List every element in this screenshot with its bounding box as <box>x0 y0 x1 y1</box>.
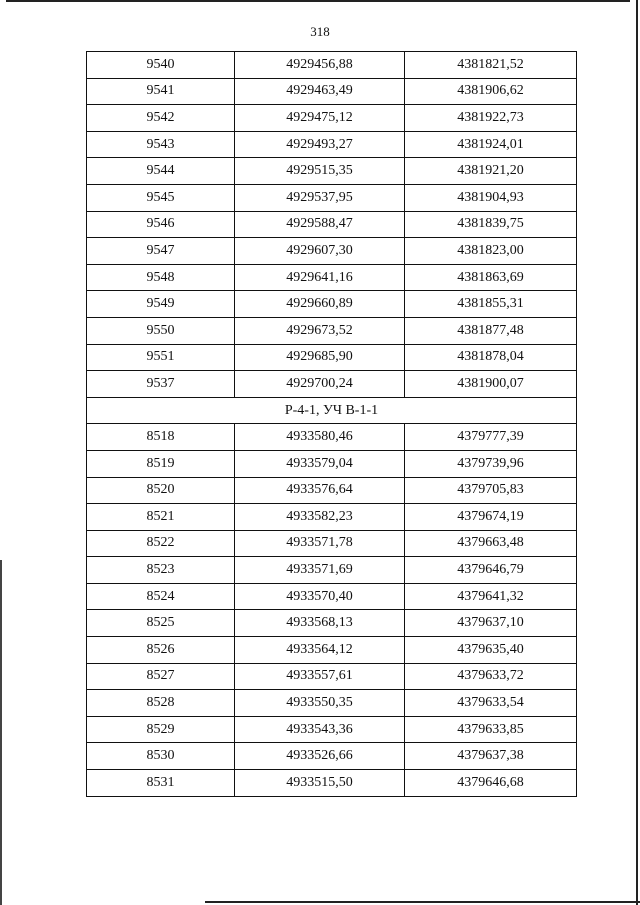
x-coordinate-cell: 4933515,50 <box>235 770 405 797</box>
y-coordinate-cell: 4381906,62 <box>405 78 577 105</box>
table-row <box>87 264 577 291</box>
scan-border-bottom <box>205 901 640 903</box>
point-number-cell: 9549 <box>87 291 235 318</box>
table-row <box>87 291 577 318</box>
point-number-cell: 8520 <box>87 477 235 504</box>
table-row <box>87 663 577 690</box>
y-coordinate-cell: 4379663,48 <box>405 530 577 557</box>
x-coordinate-cell: 4929685,90 <box>235 344 405 371</box>
coordinates-table <box>86 51 577 797</box>
x-coordinate-cell: 4933576,64 <box>235 477 405 504</box>
y-coordinate-cell: 4381839,75 <box>405 211 577 238</box>
y-coordinate-cell: 4379633,85 <box>405 716 577 743</box>
x-coordinate-cell: 4929515,35 <box>235 158 405 185</box>
point-number-cell: 9546 <box>87 211 235 238</box>
point-number-cell: 8526 <box>87 637 235 664</box>
point-number-cell: 9547 <box>87 238 235 265</box>
x-coordinate-cell: 4933579,04 <box>235 450 405 477</box>
point-number-cell: 9551 <box>87 344 235 371</box>
x-coordinate-cell: 4933571,69 <box>235 557 405 584</box>
point-number-cell: 9544 <box>87 158 235 185</box>
table-row <box>87 158 577 185</box>
x-coordinate-cell: 4929641,16 <box>235 264 405 291</box>
point-number-cell: 8525 <box>87 610 235 637</box>
table-row <box>87 424 577 451</box>
point-number-cell: 8524 <box>87 583 235 610</box>
point-number-cell: 9540 <box>87 52 235 79</box>
y-coordinate-cell: 4381821,52 <box>405 52 577 79</box>
point-number-cell: 9542 <box>87 105 235 132</box>
y-coordinate-cell: 4381921,20 <box>405 158 577 185</box>
x-coordinate-cell: 4933543,36 <box>235 716 405 743</box>
point-number-cell: 8529 <box>87 716 235 743</box>
x-coordinate-cell: 4929660,89 <box>235 291 405 318</box>
page-number: 318 <box>310 24 330 39</box>
y-coordinate-cell: 4381900,07 <box>405 371 577 398</box>
x-coordinate-cell: 4933526,66 <box>235 743 405 770</box>
point-number-cell: 9545 <box>87 184 235 211</box>
y-coordinate-cell: 4381863,69 <box>405 264 577 291</box>
y-coordinate-cell: 4381878,04 <box>405 344 577 371</box>
x-coordinate-cell: 4929673,52 <box>235 317 405 344</box>
point-number-cell: 8530 <box>87 743 235 770</box>
table-row <box>87 371 577 398</box>
x-coordinate-cell: 4933582,23 <box>235 504 405 531</box>
point-number-cell: 8531 <box>87 770 235 797</box>
y-coordinate-cell: 4379633,54 <box>405 690 577 717</box>
table-row <box>87 317 577 344</box>
x-coordinate-cell: 4933570,40 <box>235 583 405 610</box>
point-number-cell: 9541 <box>87 78 235 105</box>
point-number-cell: 8518 <box>87 424 235 451</box>
y-coordinate-cell: 4381922,73 <box>405 105 577 132</box>
x-coordinate-cell: 4933564,12 <box>235 637 405 664</box>
table-row <box>87 530 577 557</box>
table-row <box>87 450 577 477</box>
coordinates-table-body <box>87 52 577 797</box>
y-coordinate-cell: 4381823,00 <box>405 238 577 265</box>
table-row <box>87 716 577 743</box>
point-number-cell: 9537 <box>87 371 235 398</box>
y-coordinate-cell: 4379646,79 <box>405 557 577 584</box>
y-coordinate-cell: 4379637,10 <box>405 610 577 637</box>
table-row <box>87 78 577 105</box>
table-row <box>87 344 577 371</box>
x-coordinate-cell: 4933550,35 <box>235 690 405 717</box>
x-coordinate-cell: 4933571,78 <box>235 530 405 557</box>
y-coordinate-cell: 4379641,32 <box>405 583 577 610</box>
x-coordinate-cell: 4929475,12 <box>235 105 405 132</box>
table-row <box>87 131 577 158</box>
table-row <box>87 477 577 504</box>
x-coordinate-cell: 4933568,13 <box>235 610 405 637</box>
table-row <box>87 211 577 238</box>
point-number-cell: 8523 <box>87 557 235 584</box>
point-number-cell: 8519 <box>87 450 235 477</box>
y-coordinate-cell: 4381855,31 <box>405 291 577 318</box>
x-coordinate-cell: 4933580,46 <box>235 424 405 451</box>
section-label: Р-4-1, УЧ В-1-1 <box>87 397 577 424</box>
x-coordinate-cell: 4929463,49 <box>235 78 405 105</box>
x-coordinate-cell: 4929607,30 <box>235 238 405 265</box>
table-row <box>87 583 577 610</box>
x-coordinate-cell: 4929700,24 <box>235 371 405 398</box>
table-row <box>87 52 577 79</box>
table-row <box>87 504 577 531</box>
x-coordinate-cell: 4929493,27 <box>235 131 405 158</box>
y-coordinate-cell: 4379635,40 <box>405 637 577 664</box>
y-coordinate-cell: 4379646,68 <box>405 770 577 797</box>
y-coordinate-cell: 4379633,72 <box>405 663 577 690</box>
point-number-cell: 9548 <box>87 264 235 291</box>
x-coordinate-cell: 4929537,95 <box>235 184 405 211</box>
table-row <box>87 105 577 132</box>
point-number-cell: 8527 <box>87 663 235 690</box>
table-row <box>87 770 577 797</box>
y-coordinate-cell: 4381904,93 <box>405 184 577 211</box>
table-row <box>87 184 577 211</box>
y-coordinate-cell: 4379674,19 <box>405 504 577 531</box>
point-number-cell: 9543 <box>87 131 235 158</box>
point-number-cell: 9550 <box>87 317 235 344</box>
table-row <box>87 690 577 717</box>
x-coordinate-cell: 4929456,88 <box>235 52 405 79</box>
x-coordinate-cell: 4929588,47 <box>235 211 405 238</box>
table-row <box>87 743 577 770</box>
y-coordinate-cell: 4379777,39 <box>405 424 577 451</box>
scan-border-left <box>0 560 2 905</box>
table-row <box>87 637 577 664</box>
y-coordinate-cell: 4381924,01 <box>405 131 577 158</box>
point-number-cell: 8521 <box>87 504 235 531</box>
section-row <box>87 397 577 424</box>
y-coordinate-cell: 4381877,48 <box>405 317 577 344</box>
x-coordinate-cell: 4933557,61 <box>235 663 405 690</box>
y-coordinate-cell: 4379637,38 <box>405 743 577 770</box>
scan-border-right <box>636 0 638 905</box>
scan-border-top <box>6 0 630 2</box>
y-coordinate-cell: 4379739,96 <box>405 450 577 477</box>
y-coordinate-cell: 4379705,83 <box>405 477 577 504</box>
point-number-cell: 8522 <box>87 530 235 557</box>
table-row <box>87 557 577 584</box>
table-row <box>87 238 577 265</box>
point-number-cell: 8528 <box>87 690 235 717</box>
table-row <box>87 610 577 637</box>
